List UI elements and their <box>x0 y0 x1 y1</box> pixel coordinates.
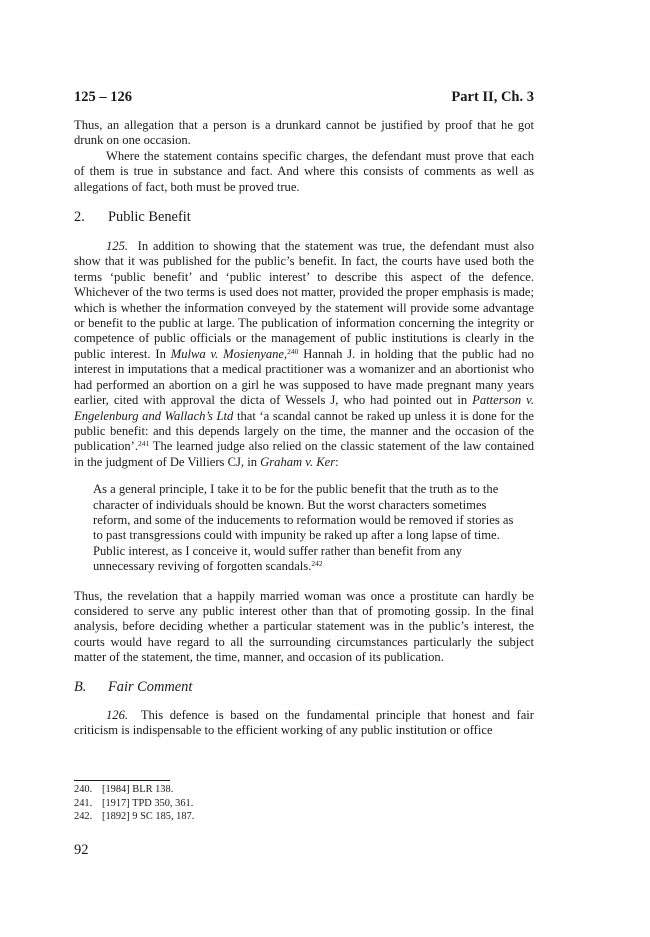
text-run: The learned judge also relied on the classic statement of the law contained in the judgment of De Villiers CJ, in <box>74 439 534 469</box>
footnote-number: 242. <box>74 811 93 823</box>
footnote-number: 241. <box>74 797 93 809</box>
case-citation: Mulwa v. Mosienyane <box>170 346 285 361</box>
section-title: Public Benefit <box>108 209 191 226</box>
footnote-number: 240. <box>74 784 93 795</box>
section-heading-fair-comment <box>74 678 534 696</box>
footnote-text: [1984] BLR 138. <box>102 784 174 795</box>
section-title: Fair Comment <box>108 678 193 695</box>
paragraph-125: 125. In addition to showing that the statement was true, the defendant must also show that it was published for the public’s benefit. In fact, the courts have used both the terms ‘public benefit’ and ‘public interest’ to describe this aspect of the defence. Whichever of the two terms is used does not matter, provided the proper emphasis is made; which is whether the information conveyed by the statement will provide some advantage or benefit to the public at large. The publication of information concerning the integrity or competence of public officials or the management of public institutions is clearly in the public interest. In Mulwa v. Mosienyane,$^{240}$ Hannah J. in holding that the public had no interest in imputations that a medical practitioner was a womanizer and an abortionist who had performed an abortion on a girl he was supposed to have made pregnant many years earlier, cited with approval the dicta of Wessels J, who had pointed out in Patterson v. Engelenburg and Wallach’s Ltd that ‘a scandal cannot be raked up unless it is done for the public benefit: and this depends largely on the time, the manner and the occasion of the publication’.$^{241}$ The learned judge also relied on the classic statement of the law contained in the judgment of De Villiers CJ, in Graham v. Ker: <box>74 239 534 469</box>
footnote-242 <box>74 810 374 824</box>
footnote-text: [1892] 9 SC 185, 187. <box>102 811 195 823</box>
paragraph-126 <box>74 708 534 739</box>
section-heading-public-benefit <box>74 208 534 226</box>
case-citation: Patterson v. Engelenburg and Wallach’s Ltd <box>74 393 534 423</box>
paragraph-number: 126. <box>106 707 129 722</box>
footnote-241 <box>74 797 374 811</box>
footnote-ref: 241 <box>138 439 150 449</box>
paragraph-after-quote: Thus, the revelation that a happily married woman was once a prostitute can hardly be considered to serve any public interest other than that of promoting gossip. In the final analysis, before deciding whether a particular statement was in the public’s interest, the courts would have regard to all the surrounding circumstances particularly the subject matter of the statement, the time, manner, and occasion of its publication. <box>74 588 534 665</box>
text-run: As a general principle, I take it to be for the public benefit that the truth as to the character of individuals should be known. But the worst characters sometimes reform, and some of the inducements to reformation would be removed if stories as to past transgressions could with impunity be raked up after a long lapse of time. Public interest, as I conceive it, would suffer rather than benefit from any unnecessary reviving of forgotten scandals. <box>93 482 514 574</box>
text-run: This defence is based on the fundamental principle that honest and fair criticism is indispensable to the efficient working of any public institution or office <box>74 707 534 737</box>
footnote-ref: 240 <box>287 346 299 356</box>
section-number: 2. <box>74 209 85 226</box>
running-header <box>74 86 534 108</box>
intro-paragraph-1: Thus, an allegation that a person is a drunkard cannot be justified by proof that he got drunk on one occasion. <box>74 118 534 148</box>
case-citation: Graham v. Ker <box>260 454 336 469</box>
text-run: In addition to showing that the statement was true, the defendant must also show that it was published for the public’s benefit. In fact, the courts have used both the terms ‘public benefit’ and ‘public interest’ to describe this aspect of the defence. Whichever of the two terms is used does not matter, provided the proper emphasis is made; which is whether the information conveyed by the statement will provide some advantage or benefit to the public at large. The publication of information concerning the integrity or competence of public officials or the management of public institutions is clearly in the public interest. In <box>74 239 534 361</box>
part-chapter: Part II, Ch. 3 <box>451 89 534 105</box>
footnote-240 <box>74 783 374 797</box>
text-run: Hannah J. in holding that the public had no interest in imputations that a medical practitioner was a womanizer and an abortionist who had performed an abortion on a girl he was supposed to have made pregnant many years earlier, cited with approval the dicta of Wessels J, who had pointed out in <box>74 346 534 408</box>
section-label: B. <box>74 678 87 695</box>
intro-paragraph-2: Where the statement contains specific charges, the defendant must prove that each of them is true in substance and fact. And where this consists of comments as well as allegations of fact, both must be proved true. <box>74 148 534 194</box>
footnotes <box>74 780 374 824</box>
page-body <box>74 86 534 738</box>
footnote-ref: 242 <box>311 559 323 569</box>
quote-text <box>93 482 524 574</box>
footnote-divider <box>74 780 170 781</box>
paragraph-number: 125. <box>106 239 129 254</box>
paragraph-range: 125 – 126 <box>74 89 132 105</box>
text-run: : <box>335 454 339 469</box>
footnote-text: [1917] TPD 350, 361. <box>102 797 194 809</box>
block-quote <box>93 482 524 574</box>
text-run: that ‘a scandal cannot be raked up unless it is done for the public benefit: and this depends largely on the time, the manner and the occasion of the publication’. <box>74 408 534 454</box>
page-number: 92 <box>74 842 89 858</box>
